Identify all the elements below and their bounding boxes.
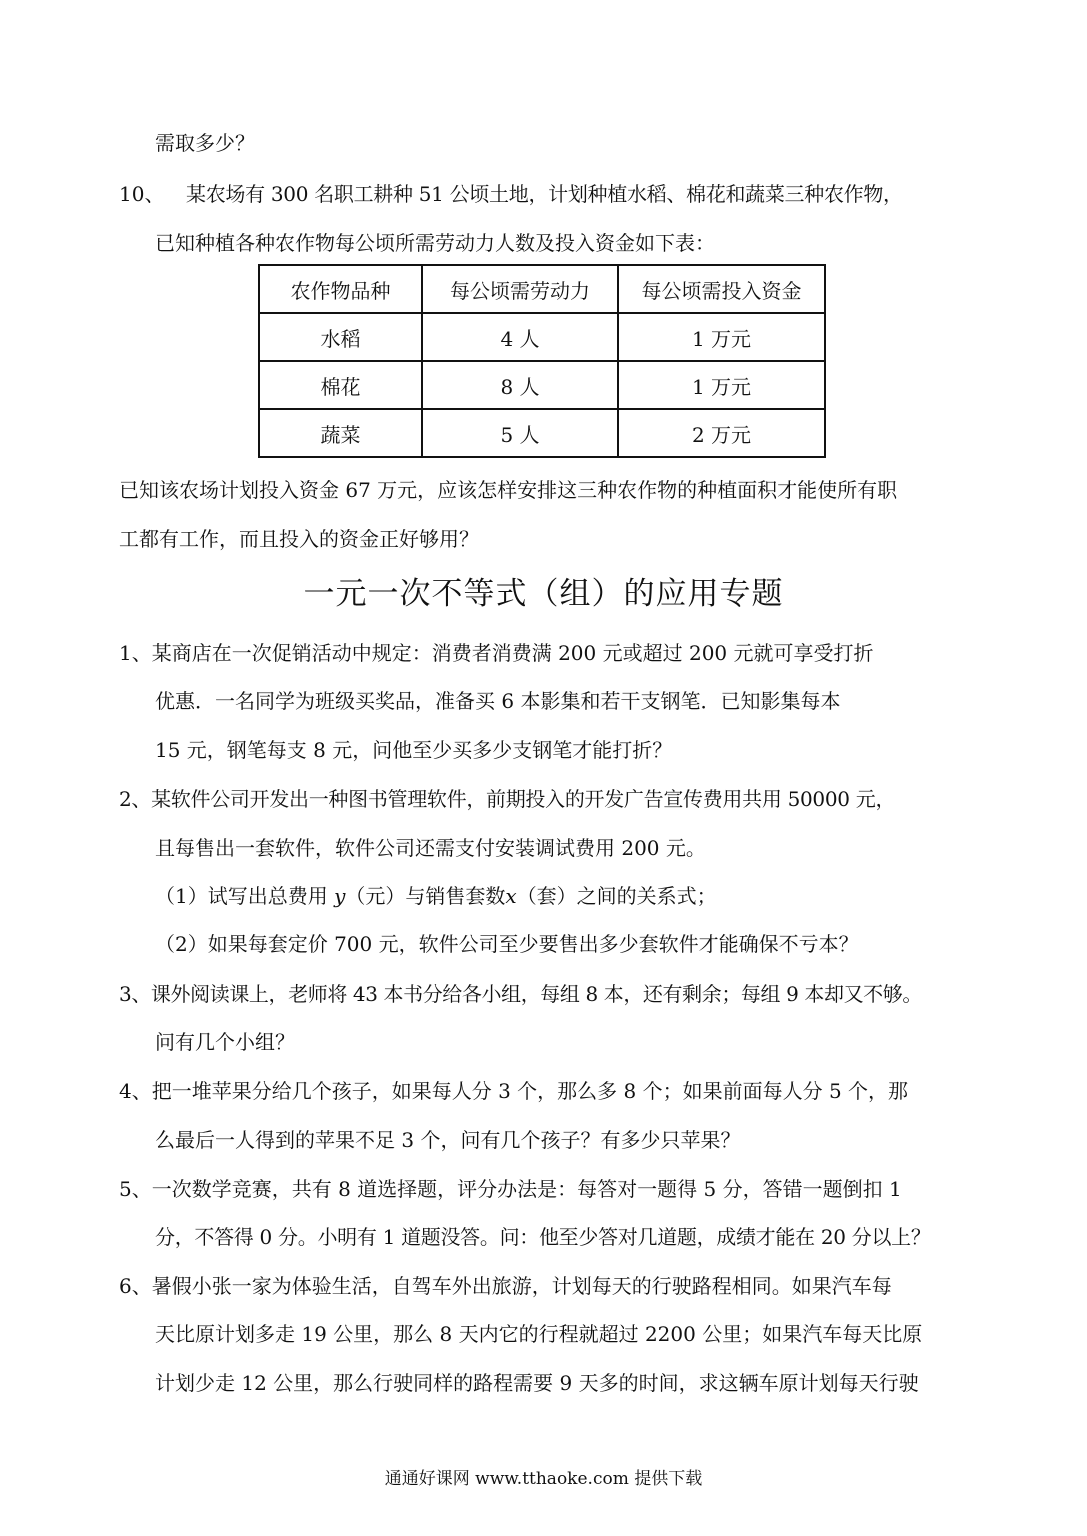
table-cell: 5 人 [422,409,618,457]
problem-2-subquestion-2: （2）如果每套定价 700 元，软件公司至少要售出多少套软件才能确保不亏本？ [155,932,859,956]
problem-6-line-1: 6、暑假小张一家为体验生活，自驾车外出旅游，计划每天的行驶路程相同。如果汽车每 [119,1274,892,1298]
q9-tail: 需取多少？ [155,131,255,155]
q10-after-line-2: 工都有工作，而且投入的资金正好够用？ [119,527,479,551]
table-cell: 水稻 [259,313,422,361]
subquestion-text: （元）与销售套数 [345,884,506,908]
problem-6-line-2: 天比原计划多走 19 公里，那么 8 天内它的行程就超过 2200 公里；如果汽车每天比原 [155,1322,923,1346]
problem-6-line-3: 计划少走 12 公里，那么行驶同样的路程需要 9 天多的时间，求这辆车原计划每天行驶 [155,1371,919,1395]
problem-5-line-1: 5、一次数学竞赛，共有 8 道选择题，评分办法是：每答对一题得 5 分，答错一题倒扣 1 [119,1177,902,1201]
table-cell: 1 万元 [618,313,825,361]
q10-line-1: 某农场有 300 名职工耕种 51 公顷土地，计划种植水稻、棉花和蔬菜三种农作物， [186,182,903,206]
problem-2-subquestion-1 [155,884,717,908]
table-cell: 4 人 [422,313,618,361]
q10-after-line-1: 已知该农场计划投入资金 67 万元，应该怎样安排这三种农作物的种植面积才能使所有职 [119,478,898,502]
table-header: 每公顷需劳动力 [422,265,618,313]
crop-requirements-table [258,264,826,458]
table-header-row [259,265,825,313]
problem-4-line-2: 么最后一人得到的苹果不足 3 个，问有几个孩子？有多少只苹果？ [155,1128,741,1152]
table-row [259,361,825,409]
table-cell: 2 万元 [618,409,825,457]
variable-x: x [505,884,517,908]
table-header: 农作物品种 [259,265,422,313]
problem-4-line-1: 4、把一堆苹果分给几个孩子，如果每人分 3 个，那么多 8 个；如果前面每人分 5 个，那 [119,1079,909,1103]
table-cell: 1 万元 [618,361,825,409]
problem-5-line-2: 分，不答得 0 分。小明有 1 道题没答。问：他至少答对几道题，成绩才能在 20 分以上？ [155,1225,931,1249]
problem-1-line-2: 优惠．一名同学为班级买奖品，准备买 6 本影集和若干支钢笔．已知影集每本 [155,689,841,713]
variable-y: y [334,884,346,908]
table-cell: 蔬菜 [259,409,422,457]
table-cell: 棉花 [259,361,422,409]
table-cell: 8 人 [422,361,618,409]
page-footer: 通通好课网 www.tthaoke.com 提供下载 [384,1469,703,1489]
table-row [259,313,825,361]
problem-2-line-1: 2、某软件公司开发出一种图书管理软件，前期投入的开发广告宣传费用共用 50000 元， [119,787,896,811]
problem-3-line-1: 3、课外阅读课上，老师将 43 本书分给各小组，每组 8 本，还有剩余；每组 9 本却又不够。 [119,982,922,1006]
subquestion-text: （套）之间的关系式； [516,884,717,908]
q10-number: 10、 [119,182,165,206]
problem-1-line-3: 15 元，钢笔每支 8 元，问他至少买多少支钢笔才能打折？ [155,738,673,762]
problem-1-line-1: 1、某商店在一次促销活动中规定：消费者消费满 200 元或超过 200 元就可享受打折 [119,641,874,665]
problem-2-line-2: 且每售出一套软件，软件公司还需支付安装调试费用 200 元。 [155,836,706,860]
subquestion-text: （1）试写出总费用 [155,884,335,908]
q10-line-2: 已知种植各种农作物每公顷所需劳动力人数及投入资金如下表： [155,231,715,255]
problem-3-line-2: 问有几个小组？ [155,1030,295,1054]
section-title: 一元一次不等式（组）的应用专题 [303,576,784,612]
table-row [259,409,825,457]
table-header: 每公顷需投入资金 [618,265,825,313]
